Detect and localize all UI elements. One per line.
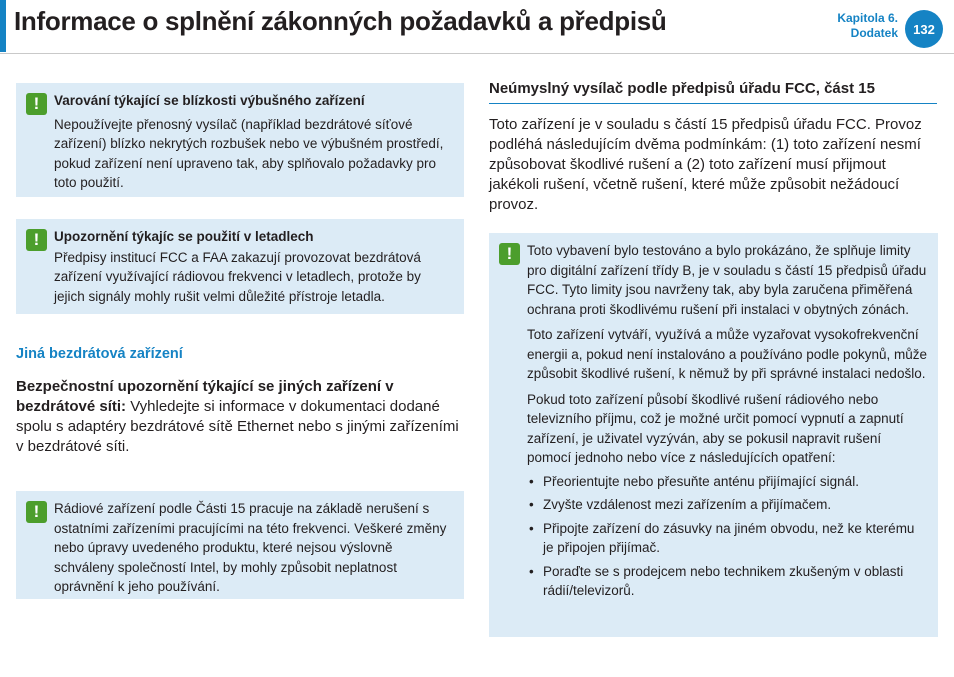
header-divider: [0, 53, 954, 54]
note-text: Rádiové zařízení podle Části 15 pracuje na základě nerušení s ostatními zařízeními pracujícími na této frekvenci. Veškeré změny nebo úpravy uvedeného produktu, které nejsou výslovně schváleny společností Intel, by mohly způsobit neplatnost oprávnění k jeho používání.: [54, 501, 447, 594]
aircraft-warning-note: [16, 219, 464, 314]
fcc-class-b-note: [489, 233, 938, 637]
exclamation-icon: !: [26, 229, 47, 251]
note-paragraph-1: Toto vybavení bylo testováno a bylo prokázáno, že splňuje limity pro digitální zařízení třídy B, je v souladu s částí 15 předpisů úřadu FCC. Tyto limity jsou navrženy tak, aby byla zaručena přiměřená ochrana proti škodlivému rušení při instalaci v obytných zónách.: [527, 243, 927, 317]
explosive-warning-note: [16, 83, 464, 197]
part15-radio-note: [16, 491, 464, 599]
chapter-label: [837, 11, 898, 41]
page-title: Informace o splnění zákonných požadavků a předpisů: [14, 6, 667, 36]
exclamation-icon: !: [499, 243, 520, 265]
fcc-section-heading: Neúmyslný vysílač podle předpisů úřadu FCC, část 15: [489, 80, 937, 104]
header-accent-bar: [0, 0, 6, 52]
paragraph-lead: Bezpečnostní upozornění týkající se jiných zařízení v bezdrátové síti:: [16, 378, 394, 415]
list-item: • Přeorientujte nebo přesuňte anténu přijímající signál.: [527, 472, 928, 492]
list-item: • Zvyšte vzdálenost mezi zařízením a přijímačem.: [527, 495, 928, 515]
page-number-badge: 132: [905, 10, 943, 48]
note-paragraph-3: Pokud toto zařízení působí škodlivé rušení rádiového nebo televizního příjmu, což je možné určit pomocí vypnutí a zapnutí zařízení, je uživatel vyzýván, aby se pokusil napravit rušení pomocí jednoho nebo více z následujících opatření:: [527, 391, 904, 465]
note-text: Nepoužívejte přenosný vysílač (například bezdrátové síťové zařízení) blízko nekrytých rozbušek nebo ve výbušném prostředí, pokud zařízení není upraveno tak, aby splňovalo požadavky pro toto použití.: [54, 116, 444, 190]
fcc-intro-paragraph: Toto zařízení je v souladu s částí 15 předpisů úřadu FCC. Provoz podléhá následujícím dvěma podmínkám: (1) toto zařízení nesmí způsobovat škodlivé rušení a (2) toto zařízení musí přijmout jakékoli rušení, včetně rušení, které může způsobit nežádoucí provoz.: [489, 116, 922, 213]
chapter-name: Dodatek: [850, 26, 898, 40]
chapter-number: Kapitola 6.: [837, 11, 898, 25]
section-subheading: Jiná bezdrátová zařízení: [16, 346, 183, 362]
note-paragraph-2: Toto zařízení vytváří, využívá a může vyzařovat vysokofrekvenční energii a, pokud není instalováno a používáno podle pokynů, může způsobit škodlivé rušení, k němuž by při správné instalaci nedošlo.: [527, 327, 928, 381]
wireless-safety-paragraph: [16, 377, 466, 457]
exclamation-icon: !: [26, 93, 47, 115]
note-title: Varování týkající se blízkosti výbušného zařízení: [54, 93, 365, 108]
note-title: Upozornění týkajíc se použití v letadlech: [54, 229, 314, 244]
remedy-list: [527, 472, 928, 601]
exclamation-icon: !: [26, 501, 47, 523]
list-item: • Připojte zařízení do zásuvky na jiném obvodu, než ke kterému je připojen přijímač.: [527, 519, 928, 558]
note-text: Předpisy institucí FCC a FAA zakazují provozovat bezdrátová zařízení využívající rádiovou frekvenci v letadlech, protože by jejich signály mohly rušit velmi důležité přístroje letadla.: [54, 249, 421, 304]
list-item: • Poraďte se s prodejcem nebo technikem zkušeným v oblasti rádií/televizorů.: [527, 562, 928, 601]
paragraph-text: Vyhledejte si informace v dokumentaci dodané spolu s adaptéry bezdrátové sítě Ethernet nebo s jinými zařízeními v bezdrátové síti.: [16, 398, 459, 455]
